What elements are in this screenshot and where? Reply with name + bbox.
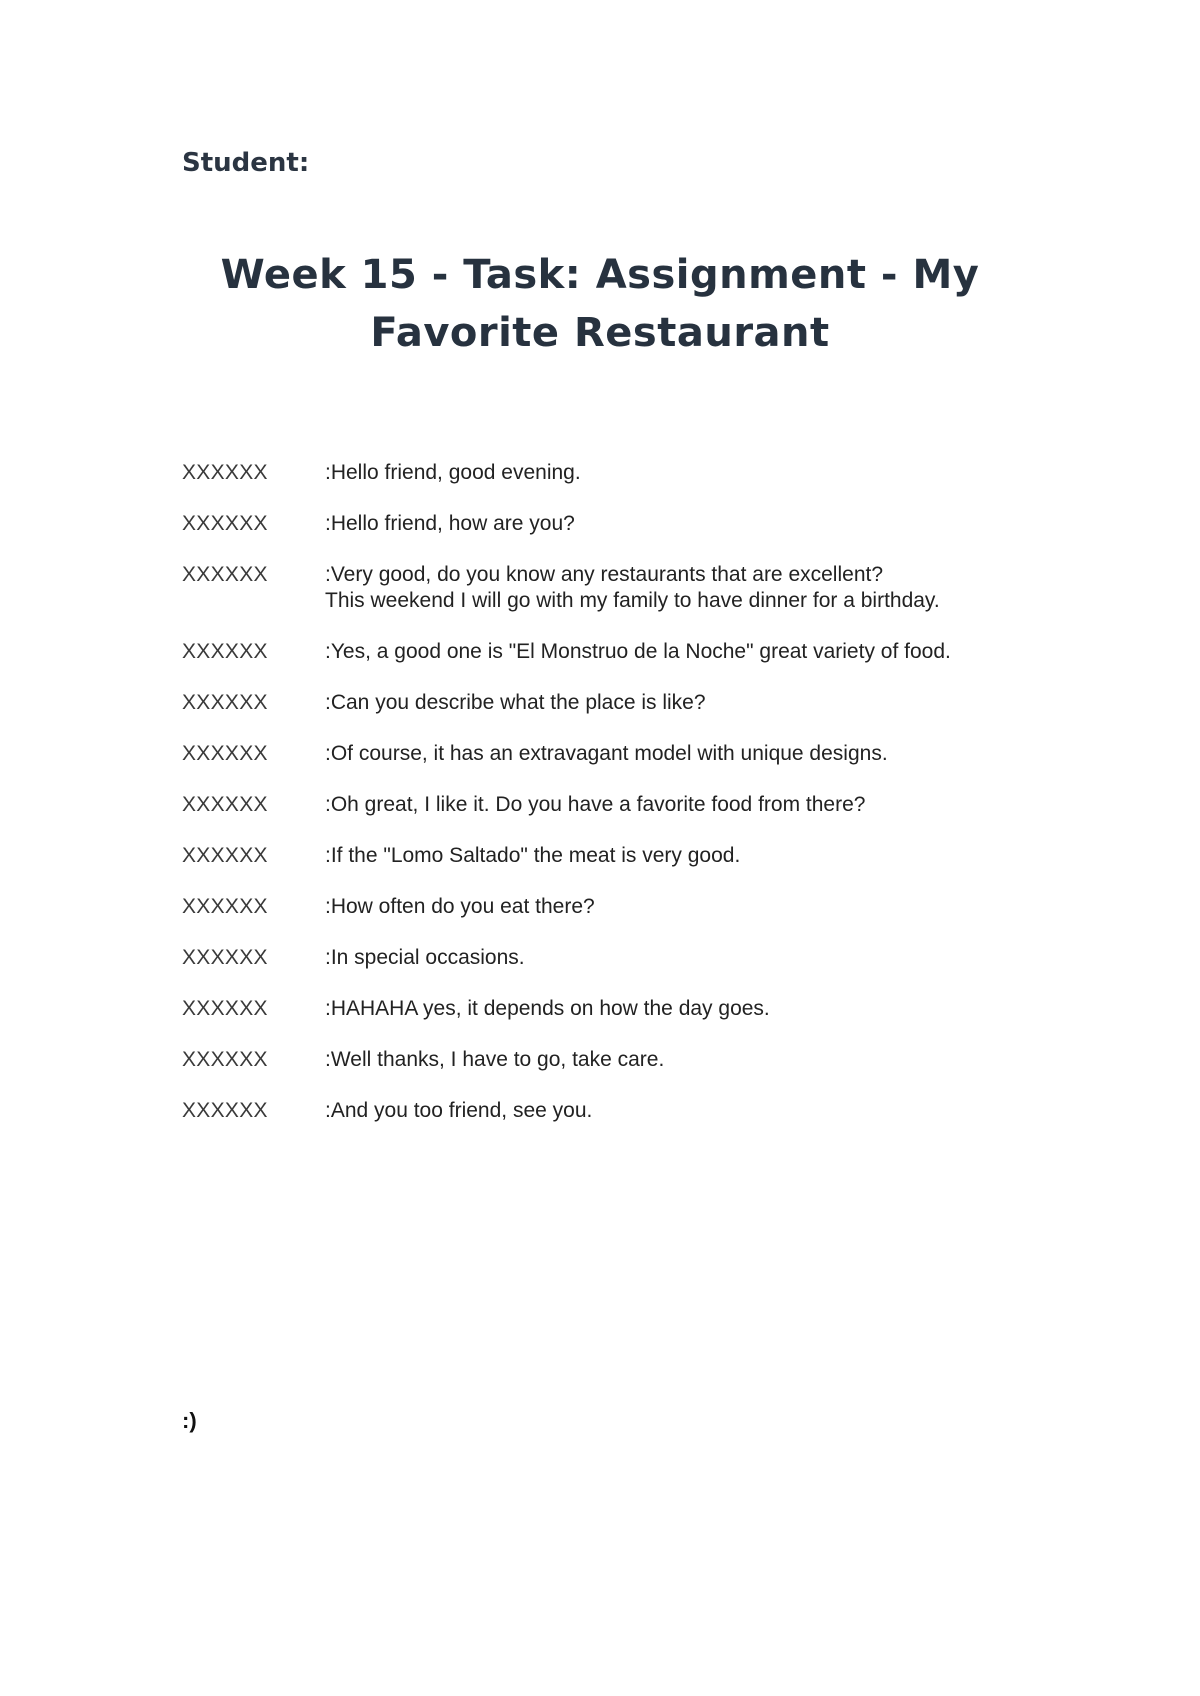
dialogue-line [182, 945, 1042, 971]
utterance [325, 894, 1042, 920]
utterance-text: :How often do you eat there? [325, 895, 595, 918]
speaker-name: XXXXXX [182, 742, 268, 765]
speaker-name: XXXXXX [182, 512, 268, 535]
title-line-2: Favorite Restaurant [370, 310, 830, 356]
speaker-name: XXXXXX [182, 844, 268, 867]
utterance [325, 741, 1042, 767]
utterance [325, 1098, 1042, 1124]
utterance [325, 843, 1042, 869]
speaker-name: XXXXXX [182, 461, 268, 484]
utterance [325, 639, 1042, 665]
dialogue-line [182, 741, 1042, 767]
dialogue-line [182, 792, 1042, 818]
utterance [325, 511, 1042, 537]
dialogue-line [182, 690, 1042, 716]
dialogue-line [182, 511, 1042, 537]
speaker-name: XXXXXX [182, 946, 268, 969]
utterance-text: :Yes, a good one is "El Monstruo de la Noche" great variety of food. [325, 640, 951, 663]
speaker-name: XXXXXX [182, 895, 268, 918]
dialogue-list [182, 460, 1042, 1149]
utterance [325, 690, 1042, 716]
speaker-name: XXXXXX [182, 640, 268, 663]
dialogue-line [182, 562, 1042, 614]
utterance-text: :Very good, do you know any restaurants that are excellent? [325, 563, 884, 586]
utterance [325, 1047, 1042, 1073]
utterance-text: :And you too friend, see you. [325, 1099, 593, 1122]
utterance [325, 945, 1042, 971]
speaker-name: XXXXXX [182, 691, 268, 714]
dialogue-line [182, 843, 1042, 869]
utterance-text: This weekend I will go with my family to have dinner for a birthday. [325, 589, 940, 612]
utterance [325, 792, 1042, 818]
utterance-text: :Well thanks, I have to go, take care. [325, 1048, 665, 1071]
utterance-text: :Of course, it has an extravagant model with unique designs. [325, 742, 888, 765]
dialogue-line [182, 996, 1042, 1022]
speaker-name: XXXXXX [182, 563, 268, 586]
student-label: Student: [182, 148, 310, 178]
speaker-name: XXXXXX [182, 793, 268, 816]
utterance-text: :Can you describe what the place is like? [325, 691, 706, 714]
speaker-name: XXXXXX [182, 1048, 268, 1071]
utterance-text: :Oh great, I like it. Do you have a favorite food from there? [325, 793, 866, 816]
dialogue-line [182, 639, 1042, 665]
utterance-text: :Hello friend, how are you? [325, 512, 575, 535]
dialogue-line [182, 460, 1042, 486]
dialogue-line [182, 894, 1042, 920]
utterance [325, 460, 1042, 486]
title-line-1: Week 15 - Task: Assignment - My [220, 252, 980, 298]
utterance [325, 996, 1042, 1022]
speaker-name: XXXXXX [182, 997, 268, 1020]
utterance [325, 562, 1042, 614]
utterance-text: :Hello friend, good evening. [325, 461, 581, 484]
dialogue-line [182, 1098, 1042, 1124]
utterance-text: :If the "Lomo Saltado" the meat is very good. [325, 844, 741, 867]
utterance-text: :In special occasions. [325, 946, 525, 969]
utterance-text: :HAHAHA yes, it depends on how the day goes. [325, 997, 770, 1020]
dialogue-line [182, 1047, 1042, 1073]
document-title [150, 246, 1050, 362]
speaker-name: XXXXXX [182, 1099, 268, 1122]
smiley-text: :) [182, 1408, 197, 1433]
